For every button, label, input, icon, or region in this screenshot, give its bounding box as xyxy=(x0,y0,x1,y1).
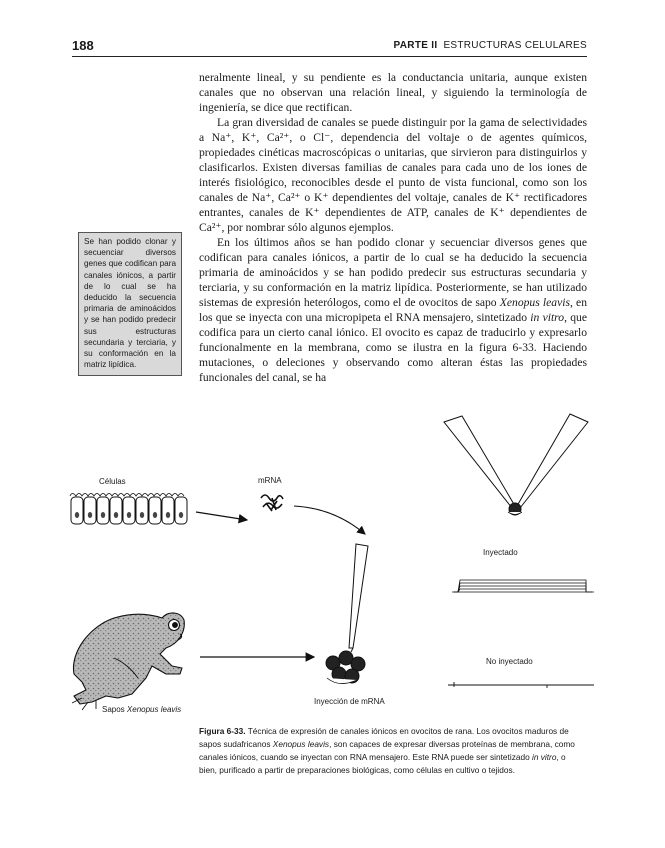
recording-electrodes-icon xyxy=(444,414,588,515)
label-not-injected: No inyectado xyxy=(486,657,533,666)
current-trace-not-injected xyxy=(448,682,594,688)
label-toads-species: Xenopus leavis xyxy=(126,705,182,714)
paragraph-3-text-c: , que codifica para un cierto canal iónico. El ovocito es capaz de traducirlo y expresarlo funcionalmente en la membrana, como se ilustra en la figura 6-33. Haciendo mutaciones, o deleciones y observando como alteran éstas las propiedades funcionales del canal, se ha xyxy=(199,311,587,384)
part-label: PARTE II xyxy=(393,40,438,51)
section-title: ESTRUCTURAS CELULARES xyxy=(443,40,587,51)
header-rule xyxy=(72,56,587,57)
caption-text-c: , o bien, purificado a partir de preparaciones biológicas, como células en cultivo o tejidos. xyxy=(199,752,566,775)
label-mrna: mRNA xyxy=(258,476,282,485)
micropipette-icon xyxy=(349,544,368,652)
label-injected: Inyectado xyxy=(483,548,518,557)
paragraph-3-text-b: , en los que se inyecta con una micropipeta el RNA mensajero, sintetizado xyxy=(199,296,588,324)
paragraph-2: La gran diversidad de canales se puede distinguir por la gama de selectividades a Na⁺, K⁺, Ca²⁺, o Cl⁻, dependencia del voltaje o de agentes químicos, propiedades cinéticas macroscópicas o unitarias, que sirvieron para distinguirlos y clasificarlos. Existen diversas familias de canales para cada uno de los iones de interés fisiológico, reconocibles desde el punto de vista funcional, como son los canales de Na⁺, Ca²⁺ o K⁺ dependientes del voltaje, canales de K⁺ rectificadores entrantes, canales de K⁺ dependientes de ATP, canales de K⁺ dependientes de Ca²⁺, por nombrar sólo algunos ejemplos. xyxy=(199,116,587,234)
body-text xyxy=(199,70,587,385)
oocytes-icon xyxy=(326,651,365,684)
figure-illustration xyxy=(62,412,602,717)
cells-illustration xyxy=(70,494,187,525)
arrow-mrna-to-pipette xyxy=(294,506,365,534)
paragraph-1: neralmente lineal, y su pendiente es la conductancia unitaria, aunque existen canales que no observan una relación lineal, y siguiendo la terminología de ingeniería, se dice que rectifican. xyxy=(199,71,587,114)
paragraph-3 xyxy=(199,235,587,385)
caption-text-a: Técnica de expresión de canales iónicos en ovocitos de rana. Los ovocitos maduros de sapos sudafricanos xyxy=(199,726,569,749)
running-head xyxy=(394,40,587,51)
in-vitro-term: in vitro xyxy=(530,311,565,324)
label-toads xyxy=(102,705,181,714)
page-number: 188 xyxy=(72,38,94,53)
toad-illustration xyxy=(72,613,184,710)
paragraph-3-text-a: En los últimos años se han podido clonar y secuenciar diversos genes que codifican para canales iónicos, a partir de lo cual se ha deducido la secuencia primaria de aminoácidos y se han podido predecir sus estructuras secundaria y terciaria, y su conformación en la matriz lipídica. Posteriormente, se han utilizado sistemas de expresión heterólogos, como el de ovocitos de sapo xyxy=(199,236,587,309)
caption-text-b: , son capaces de expresar diversas proteínas de membrana, como canales iónicos, cuando se inyectan con RNA mensajero. Este RNA puede ser sintetizado xyxy=(199,739,575,762)
sidebar-note: Se han podido clonar y secuenciar diversos genes que codifican para canales iónicos, a partir de lo cual se ha deducido la secuencia primaria de aminoácidos y se han podido predecir sus estructuras secundaria y terciaria, y su conformación en la matriz lipídica. xyxy=(78,232,182,376)
label-cells: Células xyxy=(99,477,126,486)
caption-label: Figura 6-33. xyxy=(199,726,246,736)
label-mrna-injection: Inyección de mRNA xyxy=(314,697,385,706)
arrow-cells-to-mrna xyxy=(196,512,247,520)
current-traces-injected xyxy=(452,580,594,592)
caption-in-vitro: in vitro xyxy=(532,752,557,762)
label-toads-prefix: Sapos xyxy=(102,705,127,714)
mrna-icon xyxy=(261,495,283,511)
figure-6-33 xyxy=(62,412,602,717)
figure-caption xyxy=(199,725,579,777)
species-name: Xenopus leavis xyxy=(499,296,570,309)
caption-species: Xenopus leavis xyxy=(272,739,330,749)
